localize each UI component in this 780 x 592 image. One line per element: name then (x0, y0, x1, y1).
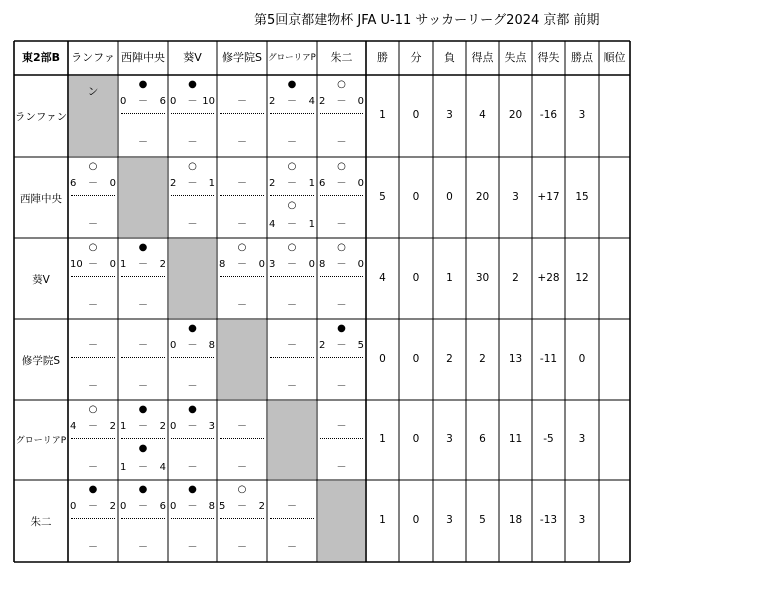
stat-value: 3 (512, 190, 519, 203)
team-column-header: 朱二 (330, 51, 353, 64)
match-score (120, 259, 166, 271)
self-match-cell (218, 320, 266, 399)
score-divider (121, 438, 165, 439)
result-mark: ○ (88, 404, 98, 415)
score-divider (220, 276, 264, 277)
score-goals: 8 (219, 259, 226, 270)
match-cell (267, 480, 317, 562)
match-score (120, 462, 166, 474)
score-dash: － (237, 421, 247, 432)
score-goals: 2 (170, 178, 177, 189)
result-mark: ○ (287, 200, 297, 211)
match-score (269, 219, 315, 231)
match-score (70, 259, 116, 271)
stat-value: 5 (379, 190, 386, 203)
result-mark: ○ (287, 242, 297, 253)
score-goals: 0 (357, 96, 364, 107)
score-divider (320, 113, 363, 114)
match-cell (118, 400, 168, 480)
stat-value: 12 (575, 271, 589, 284)
stat-value: 1 (379, 514, 386, 526)
score-dash: － (287, 340, 297, 351)
score-goals: 1 (120, 421, 127, 432)
result-mark: ● (188, 323, 197, 334)
score-dash: － (138, 96, 148, 107)
match-cell (317, 319, 366, 400)
team-row-label: 西陣中央 (20, 192, 62, 205)
score-dash: － (88, 178, 98, 189)
score-divider (171, 113, 214, 114)
score-dash: － (138, 340, 148, 351)
result-mark: ○ (237, 242, 247, 253)
score-goals: 2 (109, 501, 116, 512)
stat-value: -5 (543, 433, 554, 445)
score-divider (71, 276, 115, 277)
score-goals: 6 (159, 96, 166, 107)
score-dash: － (237, 96, 247, 107)
score-goals: 8 (208, 501, 215, 512)
score-dash: － (287, 381, 297, 392)
score-goals: 6 (159, 501, 166, 512)
match-cell (68, 238, 118, 319)
score-dash: － (88, 381, 98, 392)
match-cell (267, 75, 317, 157)
stat-column-header: 得点 (471, 51, 494, 64)
stat-value: 6 (479, 433, 486, 445)
stat-value: 11 (508, 433, 523, 445)
stat-value: -11 (539, 352, 558, 365)
score-divider (171, 438, 214, 439)
score-goals: 4 (269, 219, 276, 230)
score-dash: － (336, 300, 347, 311)
match-score (120, 501, 166, 513)
match-cell (118, 319, 168, 400)
stat-value: 3 (446, 433, 453, 445)
match-cell (68, 319, 118, 400)
score-divider (270, 276, 314, 277)
score-divider (121, 113, 165, 114)
score-goals: 2 (269, 96, 276, 107)
score-dash: － (287, 137, 297, 148)
score-goals: 0 (357, 259, 364, 270)
score-divider (270, 113, 314, 114)
stat-column-header: 分 (410, 51, 422, 64)
result-mark: ● (88, 484, 98, 495)
match-score (219, 259, 265, 271)
stat-column-header: 勝 (377, 51, 388, 64)
score-dash: － (187, 381, 198, 392)
score-goals: 8 (208, 340, 215, 351)
result-mark: ● (287, 79, 297, 90)
result-mark: ○ (287, 161, 297, 172)
match-score (319, 259, 364, 271)
score-dash: － (88, 259, 98, 270)
score-goals: 2 (269, 178, 276, 189)
score-goals: 0 (170, 340, 177, 351)
score-goals: 1 (308, 178, 315, 189)
team-row-label: 葵V (32, 273, 50, 286)
score-dash: － (187, 542, 198, 553)
score-divider (71, 195, 115, 196)
stat-column-header: 失点 (504, 51, 527, 64)
score-divider (121, 357, 165, 358)
score-dash: － (138, 462, 148, 473)
score-goals: 0 (120, 501, 127, 512)
score-dash: － (187, 462, 198, 473)
match-cell (217, 157, 267, 238)
result-mark: ● (138, 484, 148, 495)
stat-value: 0 (412, 109, 420, 121)
match-cell (317, 157, 366, 238)
score-goals: 4 (70, 421, 77, 432)
score-dash: － (138, 300, 148, 311)
score-divider (220, 518, 264, 519)
result-mark: ● (188, 404, 197, 415)
score-goals: 8 (319, 259, 326, 270)
match-cell (168, 75, 217, 157)
result-mark: ● (337, 323, 346, 334)
match-score (120, 421, 166, 433)
stat-value: 3 (446, 109, 453, 121)
score-goals: 0 (109, 259, 116, 270)
score-goals: 0 (120, 96, 127, 107)
score-dash: － (138, 542, 148, 553)
score-divider (220, 113, 264, 114)
score-goals: 3 (269, 259, 276, 270)
stat-column-header: 負 (444, 51, 455, 64)
score-dash: － (237, 137, 247, 148)
stat-value: 4 (479, 109, 486, 121)
score-dash: － (237, 300, 247, 311)
match-cell (217, 238, 267, 319)
stat-value: 13 (508, 352, 523, 365)
match-cell (168, 319, 217, 400)
result-mark: ● (188, 79, 197, 90)
match-cell (217, 480, 267, 562)
result-mark: ○ (237, 484, 247, 495)
team-row-label: 朱二 (30, 516, 52, 528)
score-dash: － (187, 421, 198, 432)
match-cell (317, 75, 366, 157)
score-divider (320, 276, 363, 277)
group-header: 東2部B (21, 51, 61, 64)
score-goals: 3 (208, 421, 215, 432)
score-dash: － (138, 137, 148, 148)
score-goals: 2 (319, 96, 326, 107)
score-goals: 10 (70, 259, 83, 270)
score-dash: － (336, 259, 347, 270)
score-divider (270, 518, 314, 519)
score-dash: － (187, 501, 198, 512)
score-dash: － (336, 137, 347, 148)
score-goals: 2 (109, 421, 116, 432)
match-score (269, 259, 315, 271)
score-dash: － (287, 501, 297, 512)
stat-column-header: 順位 (603, 51, 626, 64)
score-divider (121, 518, 165, 519)
score-goals: 0 (170, 501, 177, 512)
stat-value: 1 (446, 271, 453, 284)
result-mark: ○ (188, 161, 197, 172)
stat-value: -16 (539, 109, 558, 121)
match-cell (217, 400, 267, 480)
score-divider (71, 438, 115, 439)
score-dash: － (138, 421, 148, 432)
score-divider (270, 195, 314, 196)
score-dash: － (287, 178, 297, 189)
score-dash: － (187, 137, 198, 148)
stat-value: +17 (537, 190, 560, 203)
result-mark: ● (138, 404, 148, 415)
match-cell (118, 480, 168, 562)
score-dash: － (237, 462, 247, 473)
match-score (319, 178, 364, 190)
match-score (170, 501, 215, 513)
score-dash: － (187, 340, 198, 351)
match-cell (317, 400, 366, 480)
score-dash: － (336, 219, 347, 230)
match-score (170, 421, 215, 433)
match-cell (267, 157, 317, 238)
result-mark: ○ (88, 161, 98, 172)
match-cell (267, 319, 317, 400)
score-goals: 2 (319, 340, 326, 351)
page-title: 第5回京都建物杯 JFA U-11 サッカーリーグ2024 京都 前期 (254, 13, 600, 28)
result-mark: ○ (337, 161, 346, 172)
score-divider (320, 195, 363, 196)
stat-column-header: 得失 (537, 51, 560, 64)
match-cell (168, 480, 217, 562)
stat-value: +28 (537, 271, 560, 284)
score-dash: － (88, 542, 98, 553)
score-goals: 1 (208, 178, 215, 189)
score-divider (171, 195, 214, 196)
score-goals: 0 (357, 178, 364, 189)
score-dash: － (187, 96, 198, 107)
score-goals: 5 (219, 501, 226, 512)
stat-value: 18 (508, 514, 523, 526)
stat-value: 4 (379, 271, 386, 284)
stat-value: 3 (578, 514, 586, 526)
match-score (70, 501, 116, 513)
stat-value: 0 (578, 352, 586, 365)
result-mark: ● (138, 443, 148, 454)
match-cell (217, 75, 267, 157)
score-dash: － (287, 542, 297, 553)
score-goals: 0 (258, 259, 265, 270)
score-dash: － (88, 501, 98, 512)
stat-value: 0 (446, 190, 453, 203)
stat-value: -13 (539, 514, 558, 526)
score-dash: － (138, 259, 148, 270)
match-cell (267, 238, 317, 319)
score-divider (71, 518, 115, 519)
score-dash: － (88, 300, 98, 311)
result-mark: ○ (88, 242, 98, 253)
score-goals: 0 (308, 259, 315, 270)
match-cell (118, 75, 168, 157)
result-mark: ● (188, 484, 197, 495)
stat-value: 5 (479, 514, 486, 526)
stat-value: 0 (412, 190, 420, 203)
stat-value: 0 (412, 271, 420, 284)
score-goals: 1 (120, 462, 127, 473)
stat-column-header: 勝点 (571, 51, 593, 64)
stat-value: 20 (475, 190, 490, 203)
self-match-cell (169, 239, 216, 318)
match-score (70, 178, 116, 190)
team-column-header: グローリアP (268, 53, 316, 63)
score-divider (121, 276, 165, 277)
score-dash: － (237, 542, 247, 553)
score-goals: 2 (258, 501, 265, 512)
score-goals: 2 (159, 421, 166, 432)
match-score (269, 96, 315, 108)
match-score (319, 96, 364, 108)
score-divider (171, 518, 214, 519)
team-column-header: 西陣中央 (121, 51, 165, 64)
match-score (70, 421, 116, 433)
score-dash: － (88, 462, 98, 473)
match-cell (168, 400, 217, 480)
score-dash: － (237, 259, 247, 270)
score-dash: － (187, 178, 198, 189)
score-goals: 6 (70, 178, 77, 189)
stat-value: 3 (578, 109, 586, 121)
team-column-header: ランファン (71, 51, 115, 98)
team-column-header: 葵V (183, 51, 202, 64)
score-dash: － (237, 501, 247, 512)
score-goals: 4 (159, 462, 166, 473)
score-dash: － (88, 219, 98, 230)
score-dash: － (287, 300, 297, 311)
stat-value: 3 (578, 433, 586, 445)
team-column-header: 修学院S (222, 51, 262, 64)
match-cell (168, 157, 217, 238)
match-cell (317, 238, 366, 319)
match-cell (118, 238, 168, 319)
score-goals: 0 (70, 501, 77, 512)
score-divider (320, 357, 363, 358)
self-match-cell (318, 481, 365, 561)
score-goals: 6 (319, 178, 326, 189)
team-row-label: ランファン (14, 111, 68, 123)
result-mark: ● (138, 242, 148, 253)
stat-value: 0 (379, 352, 386, 365)
score-dash: － (187, 219, 198, 230)
result-mark: ○ (337, 79, 346, 90)
score-dash: － (336, 381, 347, 392)
score-dash: － (287, 96, 297, 107)
score-dash: － (287, 219, 297, 230)
score-divider (320, 438, 363, 439)
team-row-label: グローリアP (15, 436, 67, 446)
score-divider (220, 438, 264, 439)
score-dash: － (88, 421, 98, 432)
stat-value: 20 (508, 109, 523, 121)
score-divider (270, 357, 314, 358)
score-dash: － (88, 340, 98, 351)
stat-value: 2 (446, 352, 453, 365)
stat-value: 0 (412, 352, 420, 365)
score-divider (220, 195, 264, 196)
match-score (120, 96, 166, 108)
result-mark: ● (138, 79, 148, 90)
stat-value: 2 (512, 271, 519, 284)
stat-value: 0 (412, 433, 420, 445)
score-goals: 1 (120, 259, 127, 270)
stat-value: 1 (379, 109, 386, 121)
match-score (219, 501, 265, 513)
score-dash: － (138, 381, 148, 392)
result-mark: ○ (337, 242, 346, 253)
score-dash: － (287, 259, 297, 270)
score-goals: 5 (357, 340, 364, 351)
score-goals: 2 (159, 259, 166, 270)
score-dash: － (336, 96, 347, 107)
team-row-label: 修学院S (21, 354, 61, 367)
score-goals: 0 (170, 96, 177, 107)
stat-value: 2 (479, 352, 486, 365)
score-goals: 10 (202, 96, 215, 107)
score-goals: 0 (170, 421, 177, 432)
stat-value: 30 (475, 271, 490, 284)
match-score (319, 340, 364, 352)
score-divider (171, 357, 214, 358)
score-dash: － (237, 219, 247, 230)
score-dash: － (336, 421, 347, 432)
stat-value: 0 (412, 514, 420, 526)
stat-value: 15 (575, 190, 589, 203)
self-match-cell (119, 158, 167, 237)
score-dash: － (336, 178, 347, 189)
score-divider (71, 357, 115, 358)
match-cell (68, 400, 118, 480)
score-dash: － (336, 340, 347, 351)
score-goals: 4 (308, 96, 315, 107)
match-score (170, 96, 215, 108)
score-dash: － (237, 178, 247, 189)
score-goals: 0 (109, 178, 116, 189)
stat-value: 3 (446, 514, 453, 526)
score-goals: 1 (308, 219, 315, 230)
self-match-cell (268, 401, 316, 479)
score-dash: － (336, 462, 347, 473)
match-score (269, 178, 315, 190)
match-cell (68, 480, 118, 562)
stat-value: 1 (379, 433, 386, 445)
match-score (170, 340, 215, 352)
match-cell (68, 157, 118, 238)
match-score (170, 178, 215, 190)
score-dash: － (138, 501, 148, 512)
